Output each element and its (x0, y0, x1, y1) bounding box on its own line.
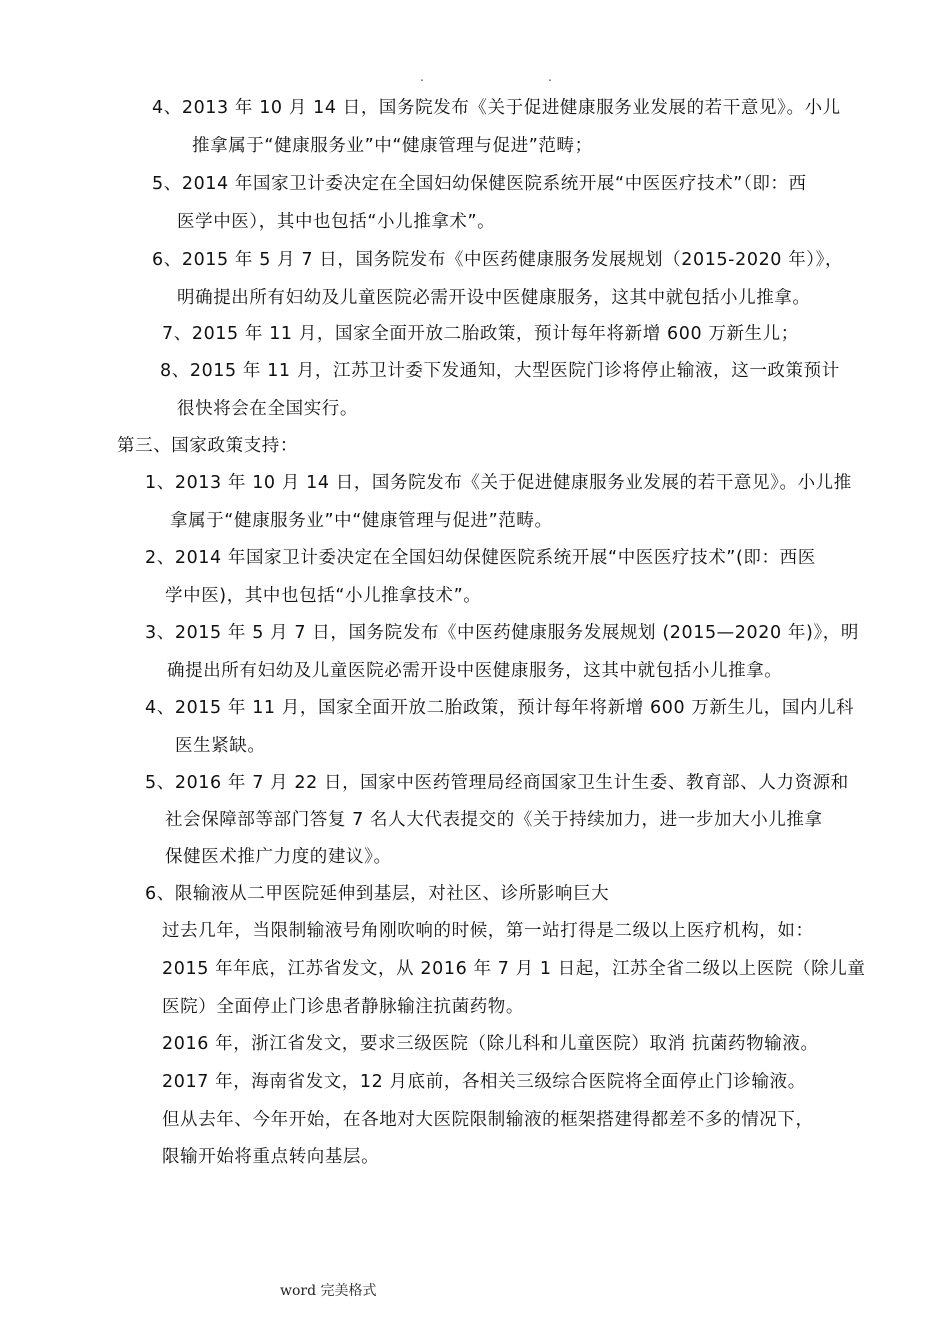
list-item-line: 3、2015 年 5 月 7 日，国务院发布《中医药健康服务发展规划 (2015—2020 年)》，明 (145, 623, 859, 643)
list-item-line: 7、2015 年 11 月，国家全面开放二胎政策，预计每年将新增 600 万新生儿； (162, 324, 799, 344)
list-item-line: 医生紧缺。 (175, 736, 266, 756)
paragraph-line: 2015 年年底，江苏省发文，从 2016 年 7 月 1 日起，江苏全省二级以上医院（除儿童 (162, 959, 866, 979)
list-item-line: 4、2015 年 11 月，国家全面开放二胎政策，预计每年将新增 600 万新生儿，国内儿科 (145, 698, 855, 718)
paragraph-line: 2016 年，浙江省发文，要求三级医院（除儿科和儿童医院）取消 抗菌药物输液。 (162, 1034, 819, 1054)
list-item-line: 医学中医），其中也包括“小儿推拿术”。 (177, 212, 496, 232)
list-item-line: 明确提出所有妇幼及儿童医院必需开设中医健康服务，这其中就包括小儿推拿。 (177, 288, 811, 308)
list-item-line: 很快将会在全国实行。 (177, 399, 358, 419)
footer-text: word 完美格式 (280, 1283, 377, 1299)
header-dot-right: . (548, 70, 552, 84)
paragraph-line: 限输开始将重点转向基层。 (162, 1147, 380, 1167)
paragraph-line: 医院）全面停止门诊患者静脉输注抗菌药物。 (162, 997, 524, 1017)
list-item-line: 2、2014 年国家卫计委决定在全国妇幼保健医院系统开展“中医医疗技术”(即：西医 (145, 548, 816, 568)
section-heading: 第三、国家政策支持： (117, 436, 298, 456)
list-item-line: 推拿属于“健康服务业”中“健康管理与促进”范畴； (192, 136, 593, 156)
list-item-line: 4、2013 年 10 月 14 日，国务院发布《关于促进健康服务业发展的若干意见》。小儿 (152, 98, 841, 118)
list-item-line: 5、2016 年 7 月 22 日，国家中医药管理局经商国家卫生计生委、教育部、人力资源和 (145, 773, 849, 793)
list-item-line: 5、2014 年国家卫计委决定在全国妇幼保健医院系统开展“中医医疗技术”（即：西 (152, 174, 807, 194)
paragraph-line: 过去几年，当限制输液号角刚吹响的时候，第一站打得是二级以上医疗机构，如： (162, 921, 814, 941)
list-item-line: 6、限输液从二甲医院延伸到基层，对社区、诊所影响巨大 (145, 884, 610, 904)
header-dot-left: . (420, 70, 424, 84)
list-item-line: 拿属于“健康服务业”中“健康管理与促进”范畴。 (170, 511, 553, 531)
list-item-line: 6、2015 年 5 月 7 日，国务院发布《中医药健康服务发展规划（2015-2020 年）》， (152, 250, 844, 270)
list-item-line: 1、2013 年 10 月 14 日，国务院发布《关于促进健康服务业发展的若干意见》。小儿推 (145, 473, 852, 493)
paragraph-line: 但从去年、今年开始，在各地对大医院限制输液的框架搭建得都差不多的情况下， (162, 1110, 814, 1130)
list-item-line: 8、2015 年 11 月，江苏卫计委下发通知，大型医院门诊将停止输液，这一政策预计 (160, 361, 840, 381)
paragraph-line: 2017 年，海南省发文，12 月底前，各相关三级综合医院将全面停止门诊输液。 (162, 1072, 806, 1092)
list-item-line: 确提出所有妇幼及儿童医院必需开设中医健康服务，这其中就包括小儿推拿。 (167, 661, 783, 681)
list-item-line: 学中医)，其中也包括“小儿推拿技术”。 (165, 586, 482, 606)
list-item-line: 社会保障部等部门答复 7 名人大代表提交的《关于持续加力，进一步加大小儿推拿 (165, 810, 823, 830)
list-item-line: 保健医术推广力度的建议》。 (165, 847, 392, 867)
